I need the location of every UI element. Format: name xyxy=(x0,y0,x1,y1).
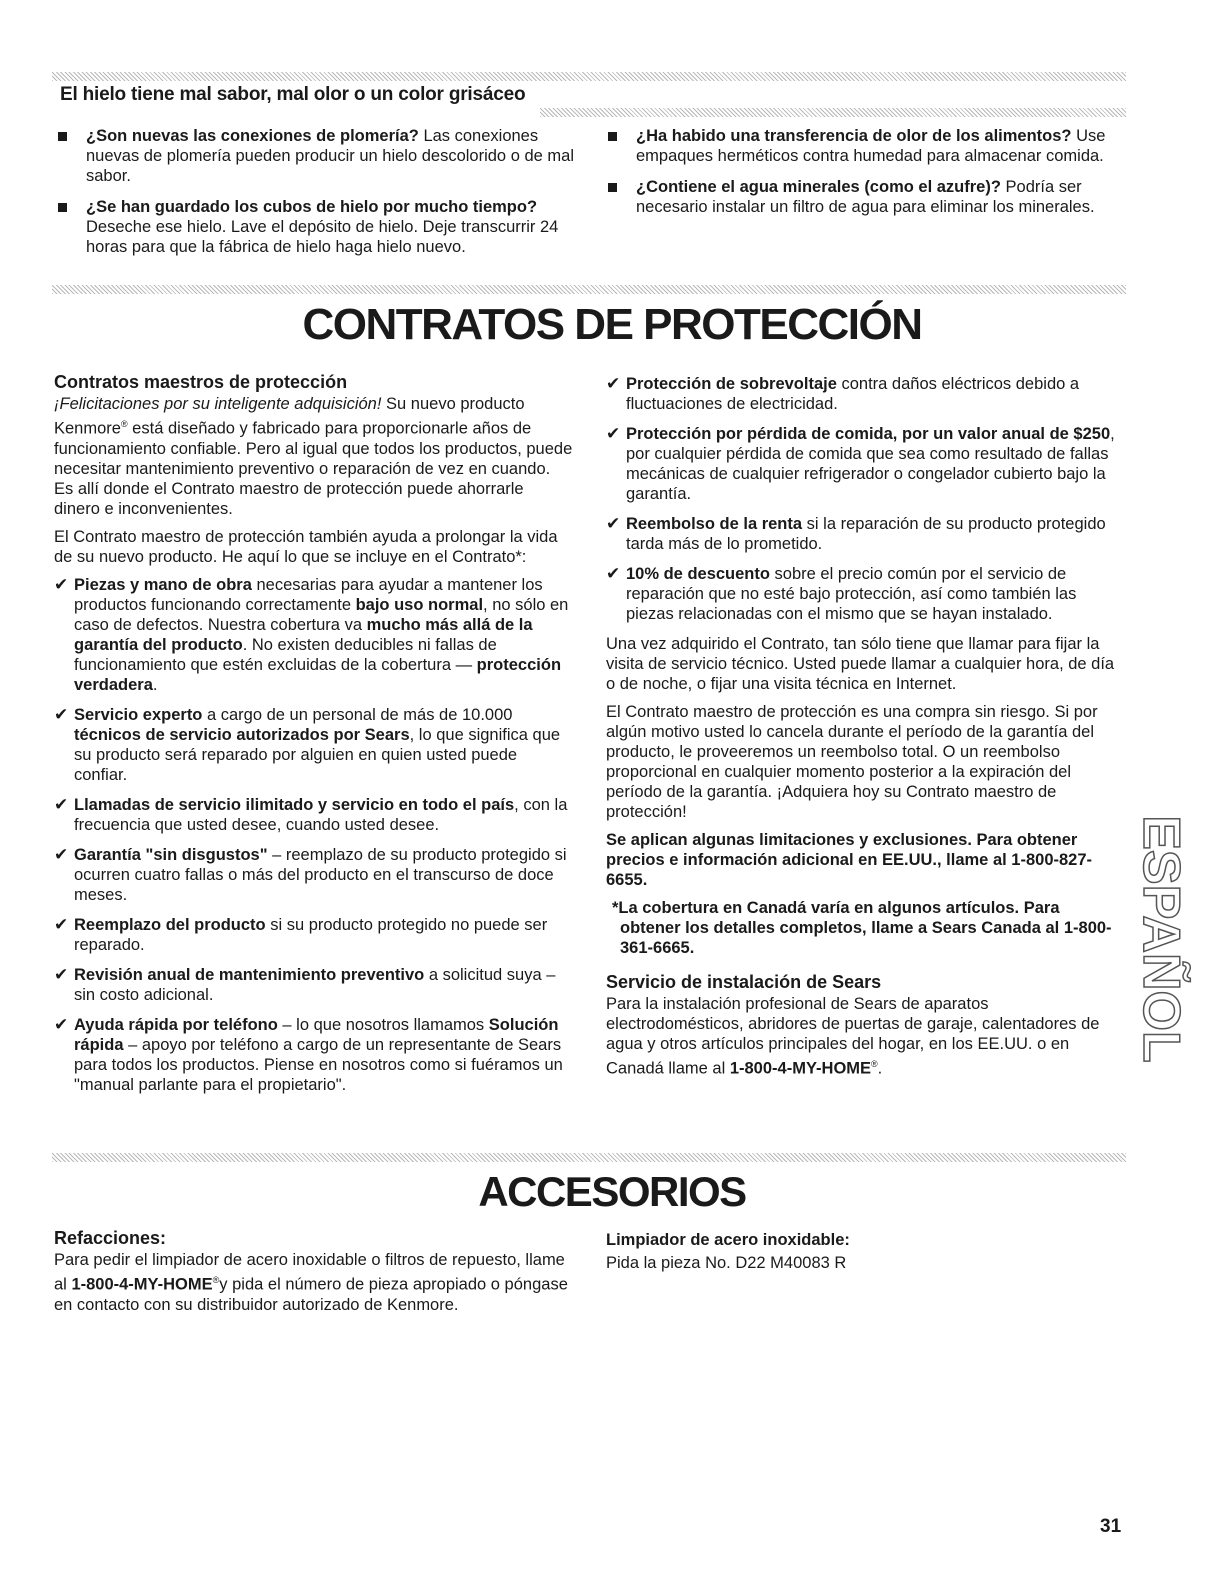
contract-benefit xyxy=(54,845,574,905)
text-run: 10% de descuento xyxy=(626,565,770,583)
contracts-intro xyxy=(54,394,574,519)
cleaner-text: Pida la pieza No. D22 M40083 R xyxy=(606,1254,847,1272)
parts-text xyxy=(54,1250,574,1315)
ice-question: ¿Contiene el agua minerales (como el azufre)? xyxy=(636,178,1001,196)
divider-stripe-accessories xyxy=(52,1153,1126,1162)
bullet-icon xyxy=(608,132,617,141)
ice-answer: Deseche ese hielo. Lave el depósito de hielo. Deje transcurrir 24 horas para que la fábrica de hielo haga hielo nuevo. xyxy=(86,218,559,256)
bullet-icon xyxy=(58,132,67,141)
text-run: a cargo de un personal de más de 10.000 xyxy=(202,705,513,724)
contract-benefit xyxy=(54,1015,574,1095)
contracts-canada-note: *La cobertura en Canadá varía en algunos artículos. Para obtener los detalles completos, llame a Sears Canada al 1-800-361-6665. xyxy=(612,899,1112,957)
contracts-subheading: Contratos maestros de protección xyxy=(54,372,348,392)
checkmark-icon: ✔ xyxy=(54,844,69,865)
text-run: . No existen deducibles ni fallas de funcionamiento que estén excluidas de la cobertura — xyxy=(74,635,497,674)
ice-item xyxy=(606,126,1126,166)
text-run: Reemplazo del producto xyxy=(74,915,266,934)
contracts-limits: Se aplican algunas limitaciones y exclusiones. Para obtener precios e información adicional en EE.UU., llame al 1-800-827-6655. xyxy=(606,831,1093,889)
text-run: a solicitud suya – sin costo adicional. xyxy=(74,965,556,1004)
install-text xyxy=(606,994,1122,1079)
registered-mark: ® xyxy=(871,1059,878,1069)
text-run: Revisión anual de mantenimiento preventivo xyxy=(74,965,425,984)
intro-text: Su nuevo producto Kenmore xyxy=(54,395,525,438)
bullet-icon xyxy=(608,183,617,192)
text-run: técnicos de servicio autorizados por Sears xyxy=(74,725,410,744)
contract-benefit xyxy=(54,795,574,835)
contract-benefit xyxy=(54,575,574,695)
text-run: bajo uso normal xyxy=(355,595,484,614)
checkmark-icon: ✔ xyxy=(54,704,69,725)
page-number: 31 xyxy=(1100,1516,1122,1537)
text-run: , no sólo en caso de defectos. Nuestra cobertura va xyxy=(74,595,569,634)
contracts-right-column xyxy=(606,374,1122,1087)
text-run: Reembolso de la renta xyxy=(626,515,803,533)
ice-heading: El hielo tiene mal sabor, mal olor o un color grisáceo xyxy=(60,84,526,105)
ice-left-column xyxy=(56,126,576,268)
cleaner-heading: Limpiador de acero inoxidable: xyxy=(606,1231,850,1249)
text-run: , con la frecuencia que usted desee, cuando usted desee. xyxy=(74,795,568,834)
accessories-left-column xyxy=(54,1228,574,1323)
text-run: Servicio experto xyxy=(74,705,203,724)
contract-benefit xyxy=(54,915,574,955)
text-run: Protección por pérdida de comida, por un valor anual de $250 xyxy=(626,425,1111,443)
contracts-para3: Una vez adquirido el Contrato, tan sólo tiene que llamar para fijar la visita de servicio técnico. Usted puede llamar a cualquier hora, de día o de noche, o fijar una visita técnica en Internet. xyxy=(606,635,1115,693)
checkmark-icon: ✔ xyxy=(54,964,69,985)
contract-benefit xyxy=(54,705,574,785)
install-heading: Servicio de instalación de Sears xyxy=(606,972,882,992)
text-run: Ayuda rápida por teléfono xyxy=(74,1015,278,1034)
text-run: Piezas y mano de obra xyxy=(74,575,252,594)
ice-question: ¿Son nuevas las conexiones de plomería? xyxy=(86,127,419,145)
ice-question: ¿Ha habido una transferencia de olor de los alimentos? xyxy=(636,127,1072,145)
checkmark-icon: ✔ xyxy=(606,564,621,584)
contracts-para2: El Contrato maestro de protección también ayuda a prolongar la vida de su nuevo producto. He aquí lo que se incluye en el Contrato*: xyxy=(54,527,558,566)
text-run: Llamadas de servicio ilimitado y servicio en todo el país xyxy=(74,795,515,814)
parts-phone: 1-800-4-MY-HOME xyxy=(71,1275,213,1294)
text-run: , por cualquier pérdida de comida que sea como resultado de fallas mecánicas de cualquier refrigerador o congelador cubierto bajo la garantía. xyxy=(626,425,1115,503)
parts-heading: Refacciones: xyxy=(54,1228,167,1248)
contract-benefit xyxy=(606,564,1122,624)
ice-item xyxy=(56,126,576,186)
language-side-tab xyxy=(1116,812,1206,1066)
text-run: – apoyo por teléfono a cargo de un representante de Sears para todos los productos. Piense en nosotros como si fuéramos un "manual parlante para el propietario". xyxy=(74,1035,563,1094)
checkmark-icon: ✔ xyxy=(606,424,621,444)
divider-stripe-top xyxy=(52,72,1126,81)
checkmark-icon: ✔ xyxy=(54,574,69,595)
contracts-title: CONTRATOS DE PROTECCIÓN xyxy=(302,300,922,349)
text-run: . xyxy=(152,675,158,694)
ice-answer: Podría ser necesario instalar un filtro de agua para eliminar los minerales. xyxy=(636,178,1095,216)
checkmark-icon: ✔ xyxy=(54,794,69,815)
ice-item xyxy=(56,197,576,257)
install-desc: Para la instalación profesional de Sears de aparatos electrodomésticos, abridores de puertas de garaje, calentadores de agua y otros artículos principales del hogar, en los EE.UU. o en Canadá llame al xyxy=(606,995,1100,1078)
divider-stripe-contracts xyxy=(52,285,1126,294)
contracts-left-column xyxy=(54,372,574,1105)
checkmark-icon: ✔ xyxy=(606,374,621,394)
text-run: Garantía "sin disgustos" xyxy=(74,845,268,864)
text-run: si su producto protegido no puede ser reparado. xyxy=(74,915,548,954)
ice-right-column xyxy=(606,126,1126,228)
text-run: – reemplazo de su producto protegido si ocurren cuatro fallas o más del producto en el transcurso de doce meses. xyxy=(74,845,567,904)
side-tab-label: ESPAÑOL xyxy=(1132,815,1191,1063)
contract-benefit xyxy=(606,514,1122,554)
accessories-title: ACCESORIOS xyxy=(478,1168,746,1215)
text-run: – lo que nosotros llamamos xyxy=(277,1015,489,1034)
ice-question: ¿Se han guardado los cubos de hielo por mucho tiempo? xyxy=(86,198,538,216)
accessories-right-column xyxy=(606,1230,1122,1273)
parts-desc-cont: y pida el número de pieza apropiado o póngase en contacto con su distribuidor autorizado de Kenmore. xyxy=(54,1275,568,1314)
parts-desc: Para pedir el limpiador de acero inoxidable o filtros de repuesto, llame al xyxy=(54,1251,565,1294)
checkmark-icon: ✔ xyxy=(54,914,69,935)
install-phone: 1-800-4-MY-HOME xyxy=(729,1059,872,1078)
ice-answer: Use empaques herméticos contra humedad para almacenar comida. xyxy=(636,127,1106,165)
text-run: Protección de sobrevoltaje xyxy=(626,375,837,393)
text-run: sobre el precio común por el servicio de reparación que no esté bajo protección, así como también las piezas relacionadas con el mismo que se hayan instalado. xyxy=(626,565,1077,623)
text-run: Solución rápida xyxy=(74,1015,559,1054)
intro-text-cont: está diseñado y fabricado para proporcionarle años de funcionamiento confiable. Pero al igual que todos los productos, puede necesitar mantenimiento preventivo o reparación de vez en cuando. Es allí donde el Contrato maestro de protección puede ahorrarle dinero e inconvenientes. xyxy=(54,419,573,518)
checkmark-icon: ✔ xyxy=(54,1014,69,1035)
text-run: protección verdadera xyxy=(74,655,562,694)
install-end: . xyxy=(877,1059,883,1078)
ice-answer: Las conexiones nuevas de plomería pueden producir un hielo descolorido o de mal sabor. xyxy=(86,127,574,185)
text-run: contra daños eléctricos debido a fluctuaciones de electricidad. xyxy=(626,375,1080,413)
registered-mark: ® xyxy=(212,1275,220,1285)
text-run: mucho más allá de la garantía del producto xyxy=(74,615,533,654)
contract-benefit xyxy=(606,424,1122,504)
text-run: necesarias para ayudar a mantener los productos funcionando correctamente xyxy=(74,575,543,614)
divider-stripe-ice xyxy=(540,108,1126,117)
registered-mark: ® xyxy=(120,419,128,429)
text-run: , lo que significa que su producto será reparado por alguien en quien usted puede confiar. xyxy=(74,725,561,784)
text-run: si la reparación de su producto protegido tarda más de lo prometido. xyxy=(626,515,1106,553)
contracts-para4: El Contrato maestro de protección es una compra sin riesgo. Si por algún motivo usted lo cancela durante el período de la garantía del producto, le proveeremos un reembolso total. O un reembolso proporcional en cualquier momento posterior a la expiración del período de la garantía. ¡Adquiera hoy su Contrato maestro de protección! xyxy=(606,703,1098,821)
ice-item xyxy=(606,177,1126,217)
checkmark-icon: ✔ xyxy=(606,514,621,534)
intro-italic: ¡Felicitaciones por su inteligente adquisición! xyxy=(54,395,382,413)
contract-benefit xyxy=(606,374,1122,414)
contract-benefit xyxy=(54,965,574,1005)
bullet-icon xyxy=(58,203,67,212)
